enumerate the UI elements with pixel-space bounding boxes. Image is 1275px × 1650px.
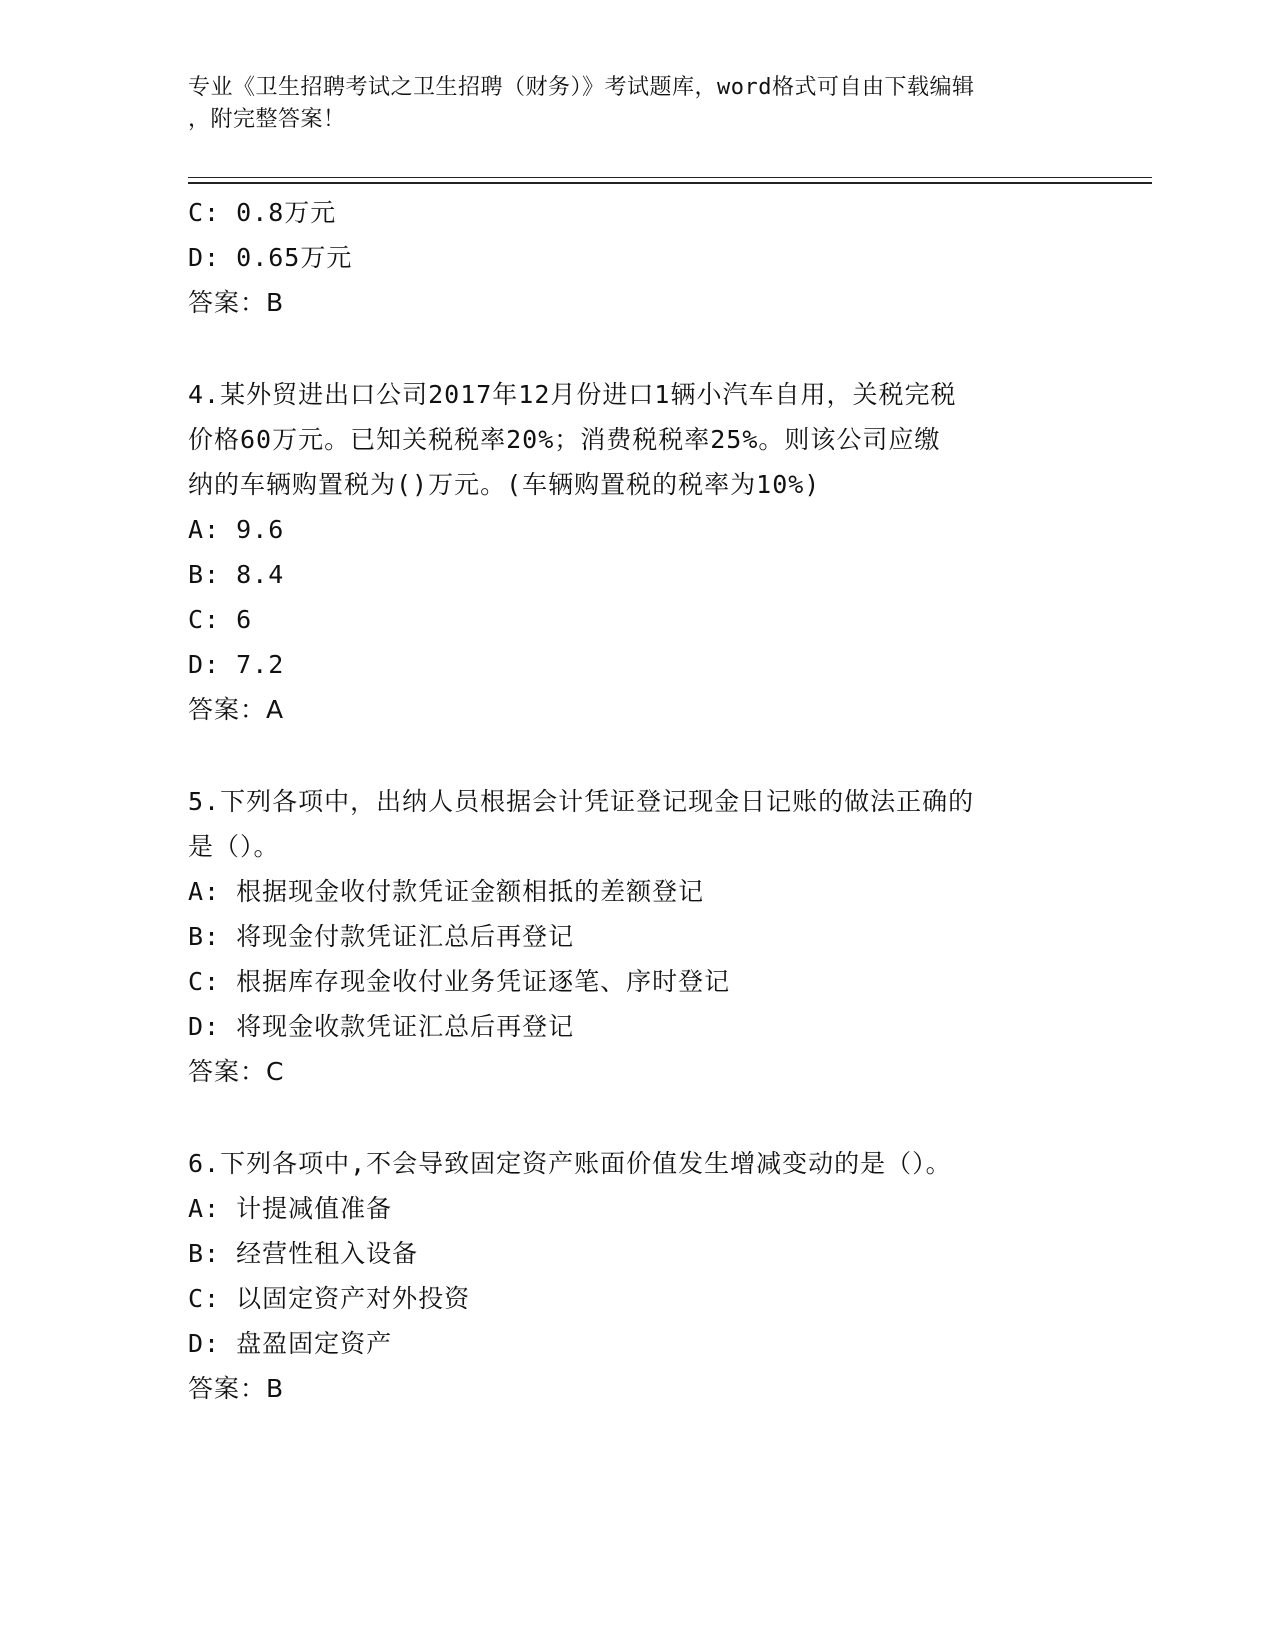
header-line-1: 专业《卫生招聘考试之卫生招聘（财务）》考试题库，word格式可自由下载编辑 (188, 75, 975, 100)
option-b: B: 将现金付款凭证汇总后再登记 (188, 922, 575, 951)
option-b: B: 8.4 (188, 560, 285, 589)
question-6 (188, 1141, 1088, 1411)
question-stem (188, 1141, 1088, 1186)
answer-label: 答案：A (188, 695, 285, 724)
stem-line: 4.某外贸进出口公司2017年12月份进口1辆小汽车自用，关税完税 (188, 380, 957, 409)
header-line-2: ，附完整答案！ (188, 107, 346, 132)
stem-line: 是（）。 (188, 832, 280, 861)
question-4 (188, 372, 1088, 732)
option-c: C: 根据库存现金收付业务凭证逐笔、序时登记 (188, 967, 731, 996)
stem-line: 价格60万元。已知关税税率20%；消费税税率25%。则该公司应缴 (188, 425, 941, 454)
option-c: C: 以固定资产对外投资 (188, 1284, 471, 1313)
header-divider-bottom (188, 182, 1152, 184)
question-3-continuation (188, 190, 1088, 325)
option-b: B: 经营性租入设备 (188, 1239, 419, 1268)
header-divider-top (188, 177, 1152, 178)
option-c: C: 6 (188, 605, 253, 634)
option-d: D: 7.2 (188, 650, 285, 679)
option-d: D: 0.65万元 (188, 243, 353, 272)
stem-line: 纳的车辆购置税为()万元。(车辆购置税的税率为10%) (188, 470, 821, 499)
answer-label: 答案：B (188, 1374, 285, 1403)
option-a: A: 计提减值准备 (188, 1194, 393, 1223)
option-a: A: 根据现金收付款凭证金额相抵的差额登记 (188, 877, 705, 906)
document-header (188, 72, 1068, 136)
question-list (188, 190, 1088, 1411)
question-stem (188, 779, 1088, 869)
option-d: D: 盘盈固定资产 (188, 1329, 393, 1358)
question-5 (188, 779, 1088, 1094)
option-a: A: 9.6 (188, 515, 285, 544)
answer-label: 答案：B (188, 288, 285, 317)
stem-line: 6.下列各项中,不会导致固定资产账面价值发生增减变动的是（）。 (188, 1149, 952, 1178)
stem-line: 5.下列各项中，出纳人员根据会计凭证登记现金日记账的做法正确的 (188, 787, 975, 816)
option-d: D: 将现金收款凭证汇总后再登记 (188, 1012, 575, 1041)
question-stem (188, 372, 1088, 507)
answer-label: 答案：C (188, 1057, 285, 1086)
option-c: C: 0.8万元 (188, 198, 337, 227)
